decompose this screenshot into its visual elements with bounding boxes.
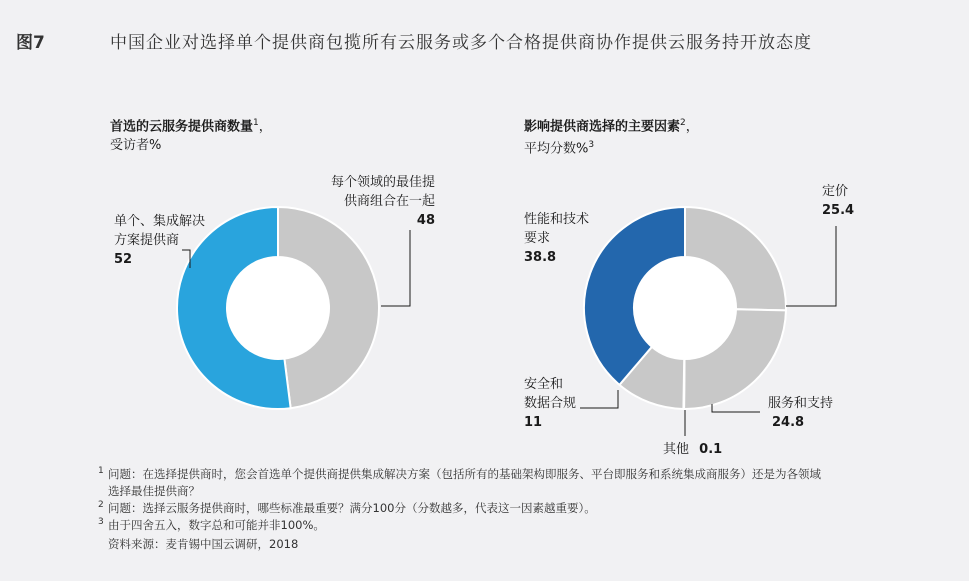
chart2-slice3-line0: 安全和 (524, 377, 564, 392)
chart2-slice4-line0: 性能和技术 (524, 212, 590, 227)
chart2-slice3-line1: 数据合规 (524, 396, 577, 411)
chart1-slice1-line0: 单个、集成解决 (114, 214, 206, 229)
figure-title: 中国企业对选择单个提供商包揽所有云服务或多个合格提供商协作提供云服务持开放态度 (110, 33, 812, 53)
chart1-slice-label-best-of-breed (304, 173, 435, 230)
footnote-1-number: 1 (98, 466, 104, 476)
chart1-slice0-value: 48 (416, 213, 435, 228)
chart2-slice4-line1: 要求 (524, 231, 551, 246)
chart1-slice0-line0: 每个领域的最佳提 (330, 175, 435, 190)
chart2-slice1-value: 24.8 (772, 415, 805, 430)
source-note: 资料来源：麦肯锡中国云调研，2018 (108, 537, 299, 551)
chart2-title: 影响提供商选择的主要因素 (524, 119, 681, 135)
chart2-slice4-value: 38.8 (524, 250, 557, 265)
chart2-slice-label-service (768, 394, 833, 432)
chart2-slice2-value: 0.1 (699, 442, 723, 457)
chart1-subtitle: 受访者% (110, 138, 162, 154)
footnote-2 (98, 500, 948, 517)
footnote-3-number: 3 (98, 517, 104, 527)
chart1-donut-hole (227, 257, 329, 359)
chart2-subtitle: 平均分数% (524, 141, 589, 157)
chart2-donut-hole (634, 257, 736, 359)
figure-label: 图7 (16, 33, 45, 53)
chart1-title-suffix: ， (258, 119, 272, 135)
chart2-leader-line (580, 390, 618, 408)
footnote-1-text: 问题：在选择提供商时，您会首选单个提供商提供集成解决方案（包括所有的基础架构即服务、平台即服务和系统集成商服务）还是为各领域 (108, 467, 821, 481)
chart2-leader-line (786, 226, 836, 306)
footnote-3 (98, 517, 948, 534)
chart2-slice3-value: 11 (524, 415, 543, 430)
chart2-slice-label-performance (524, 210, 589, 267)
chart1-slice-label-single-provider (114, 212, 205, 269)
chart2-subtitle-sup: 3 (588, 140, 595, 151)
chart2-slice0-value: 25.4 (822, 203, 855, 218)
footnote-1-text-cont: 选择最佳提供商？ (108, 484, 200, 498)
chart2-title-suffix: ， (685, 119, 699, 135)
footnotes (98, 466, 948, 553)
chart1-title: 首选的云服务提供商数量 (110, 119, 254, 135)
chart2-slice1-line0: 服务和支持 (768, 396, 834, 411)
footnote-2-text: 问题：选择云服务提供商时，哪些标准最重要？满分100分（分数越多，代表这一因素越重要）。 (108, 501, 596, 515)
chart1-leader-line (381, 230, 410, 306)
chart1-slice0-line1: 供商组合在一起 (343, 194, 435, 209)
chart2-slice-label-other (663, 440, 722, 459)
chart2-slice0-line0: 定价 (822, 184, 849, 199)
chart2-title-sup: 2 (680, 118, 686, 128)
chart1-slice1-value: 52 (114, 252, 133, 267)
chart1-slice1-line1: 方案提供商 (114, 233, 180, 248)
footnote-1 (98, 466, 948, 500)
footnote-2-number: 2 (98, 500, 104, 510)
chart2-slice-label-security (524, 375, 576, 432)
chart2-leader-line (712, 404, 760, 412)
chart2-slice-label-pricing (822, 182, 854, 220)
footnote-3-text: 由于四舍五入，数字总和可能并非100%。 (108, 518, 325, 532)
chart1-title-sup: 1 (253, 118, 259, 128)
chart2-slice2-line0: 其他 (663, 442, 690, 457)
